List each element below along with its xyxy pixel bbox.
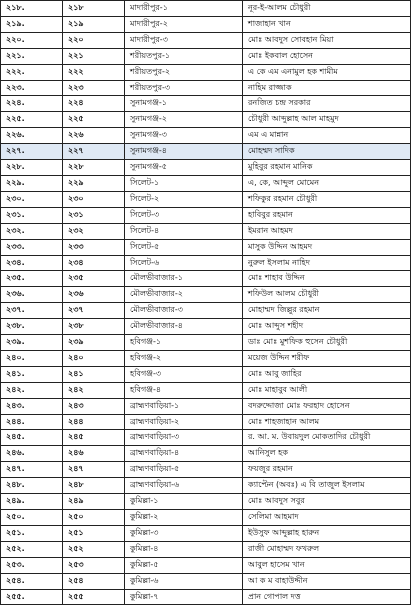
table-row [1, 398, 411, 414]
seat-number-cell: ২৫১ [63, 525, 125, 541]
constituency-cell: শরীয়তপুর-২ [125, 64, 243, 80]
serial-cell: ২৪৬. [1, 446, 63, 462]
table-row [1, 303, 411, 319]
seat-number-cell: ২৩১ [63, 207, 125, 223]
seat-number-cell: ২৪৩ [63, 398, 125, 414]
constituency-cell: মাদারীপুর-২ [125, 16, 243, 32]
constituency-cell: সিলেট-৩ [125, 207, 243, 223]
serial-cell: ২৫৪. [1, 573, 63, 589]
constituency-cell: সুনামগঞ্জ-৩ [125, 128, 243, 144]
serial-cell: ২৩০. [1, 191, 63, 207]
table-row [1, 446, 411, 462]
table-row [1, 1, 411, 17]
seat-number-cell: ২৩৮ [63, 319, 125, 335]
seat-number-cell: ২৪৫ [63, 430, 125, 446]
member-name-cell: ক্যাপ্টেন (অবঃ) এ বি তাজুল ইসলাম [243, 478, 411, 494]
table-row [1, 144, 411, 160]
serial-cell: ২১৮. [1, 1, 63, 17]
constituency-cell: কুমিল্লা-৭ [125, 589, 243, 605]
constituency-cell: হবিগঞ্জ-৩ [125, 366, 243, 382]
serial-cell: ২৪১. [1, 366, 63, 382]
serial-cell: ২২৮. [1, 160, 63, 176]
table-row [1, 16, 411, 32]
serial-cell: ২৩৭. [1, 303, 63, 319]
table-row [1, 287, 411, 303]
table-row [1, 80, 411, 96]
table-row [1, 160, 411, 176]
table-row [1, 207, 411, 223]
serial-cell: ২৪৭. [1, 462, 63, 478]
table-row [1, 255, 411, 271]
seat-number-cell: ২২৫ [63, 112, 125, 128]
member-name-cell: ইমরান আহমদ [243, 223, 411, 239]
table-row [1, 64, 411, 80]
member-name-cell: হাবিবুর রহমান [243, 207, 411, 223]
serial-cell: ২৩২. [1, 223, 63, 239]
constituency-cell: সিলেট-৪ [125, 223, 243, 239]
constituency-cell: সুনামগঞ্জ-১ [125, 96, 243, 112]
serial-cell: ২৪৪. [1, 414, 63, 430]
seat-number-cell: ২৫২ [63, 541, 125, 557]
table-row [1, 350, 411, 366]
member-name-cell: চৌধুরী আব্দুল্লাহ আল মাহমুদ [243, 112, 411, 128]
member-name-cell: শফিউল আলম চৌধুরী [243, 287, 411, 303]
table-row [1, 541, 411, 557]
constituency-cell: মৌলভীবাজার-১ [125, 271, 243, 287]
seat-number-cell: ২৩৫ [63, 271, 125, 287]
member-name-cell: সেলিমা আহমাদ [243, 510, 411, 526]
seat-number-cell: ২২১ [63, 48, 125, 64]
member-name-cell: আনিসুল হক [243, 446, 411, 462]
serial-cell: ২২৬. [1, 128, 63, 144]
constituency-cell: হবিগঞ্জ-৪ [125, 382, 243, 398]
seat-number-cell: ২৪৯ [63, 494, 125, 510]
seat-number-cell: ২২৬ [63, 128, 125, 144]
seat-number-cell: ২২৮ [63, 160, 125, 176]
member-name-cell: মোঃ শাহাব উদ্দিন [243, 271, 411, 287]
serial-cell: ২৩৯. [1, 335, 63, 351]
constituency-cell: কুমিল্লা-৩ [125, 525, 243, 541]
serial-cell: ২২৫. [1, 112, 63, 128]
serial-cell: ২২১. [1, 48, 63, 64]
members-table-body [1, 1, 411, 605]
serial-cell: ২২০. [1, 32, 63, 48]
seat-number-cell: ২৩৪ [63, 255, 125, 271]
seat-number-cell: ২২৯ [63, 175, 125, 191]
table-row [1, 271, 411, 287]
seat-number-cell: ২২৭ [63, 144, 125, 160]
serial-cell: ২২৪. [1, 96, 63, 112]
member-name-cell: মাসুক উদ্দিন আহমদ [243, 239, 411, 255]
serial-cell: ২২৯. [1, 175, 63, 191]
member-name-cell: মোঃ মাহাবুব আলী [243, 382, 411, 398]
serial-cell: ২৩৩. [1, 239, 63, 255]
seat-number-cell: ২৩৯ [63, 335, 125, 351]
table-row [1, 223, 411, 239]
seat-number-cell: ২৩৬ [63, 287, 125, 303]
seat-number-cell: ২২২ [63, 64, 125, 80]
member-name-cell: নূর-ই-আলম চৌধুরী [243, 1, 411, 17]
serial-cell: ২৪২. [1, 382, 63, 398]
table-row [1, 382, 411, 398]
table-row [1, 175, 411, 191]
constituency-cell: মৌলভীবাজার-২ [125, 287, 243, 303]
member-name-cell: প্রান গোপাল দত্ত [243, 589, 411, 605]
seat-number-cell: ২৪৮ [63, 478, 125, 494]
member-name-cell: ময়েজ উদ্দিন শরীফ [243, 350, 411, 366]
serial-cell: ২২৭. [1, 144, 63, 160]
member-name-cell: রাজী মোহাম্মদ ফখরুল [243, 541, 411, 557]
constituency-cell: হবিগঞ্জ-২ [125, 350, 243, 366]
table-row [1, 557, 411, 573]
member-name-cell: এ, কে, আব্দুল মোমেন [243, 175, 411, 191]
constituency-cell: সিলেট-৬ [125, 255, 243, 271]
seat-number-cell: ২৩৭ [63, 303, 125, 319]
member-name-cell: এ কে এম এনামুল হক শামীম [243, 64, 411, 80]
seat-number-cell: ২৪১ [63, 366, 125, 382]
table-row [1, 335, 411, 351]
table-row [1, 589, 411, 605]
serial-cell: ২৩৬. [1, 287, 63, 303]
serial-cell: ২৫২. [1, 541, 63, 557]
serial-cell: ২৫০. [1, 510, 63, 526]
member-name-cell: মুহিবুর রহমান মানিক [243, 160, 411, 176]
serial-cell: ২১৯. [1, 16, 63, 32]
table-row [1, 525, 411, 541]
constituency-cell: ব্রাহ্মণবাড়িয়া-৪ [125, 446, 243, 462]
member-name-cell: মোহাম্মদ জিল্লুর রহমান [243, 303, 411, 319]
table-row [1, 366, 411, 382]
table-row [1, 128, 411, 144]
constituency-cell: সিলেট-৫ [125, 239, 243, 255]
member-name-cell: র. আ. ম. উবায়দুল মোকতাদির চৌধুরী [243, 430, 411, 446]
member-name-cell: ইউসুফ আব্দুল্লাহ হারুন [243, 525, 411, 541]
serial-cell: ২৩৫. [1, 271, 63, 287]
seat-number-cell: ২৩২ [63, 223, 125, 239]
member-name-cell: শফিকুর রহমান চৌধুরী [243, 191, 411, 207]
seat-number-cell: ২১৯ [63, 16, 125, 32]
constituency-cell: কুমিল্লা-৫ [125, 557, 243, 573]
member-name-cell: আ ক ম বাহাউদ্দীন [243, 573, 411, 589]
serial-cell: ২২৩. [1, 80, 63, 96]
table-row [1, 112, 411, 128]
constituency-cell: সিলেট-২ [125, 191, 243, 207]
constituency-cell: মাদারীপুর-৩ [125, 32, 243, 48]
serial-cell: ২২২. [1, 64, 63, 80]
seat-number-cell: ২২৩ [63, 80, 125, 96]
member-name-cell: মোঃ আবু জাহির [243, 366, 411, 382]
constituency-cell: মৌলভীবাজার-৪ [125, 319, 243, 335]
seat-number-cell: ২১৮ [63, 1, 125, 17]
seat-number-cell: ২৩৩ [63, 239, 125, 255]
table-row [1, 462, 411, 478]
constituency-cell: কুমিল্লা-১ [125, 494, 243, 510]
serial-cell: ২৪৯. [1, 494, 63, 510]
seat-number-cell: ২৫৫ [63, 589, 125, 605]
table-row [1, 414, 411, 430]
constituency-cell: হবিগঞ্জ-১ [125, 335, 243, 351]
constituency-cell: সুনামগঞ্জ-৪ [125, 144, 243, 160]
constituency-cell: শরীয়তপুর-১ [125, 48, 243, 64]
member-name-cell: এম এ মান্নান [243, 128, 411, 144]
seat-number-cell: ২৫৩ [63, 557, 125, 573]
member-name-cell: আবুল হাসেম খান [243, 557, 411, 573]
seat-number-cell: ২৪৪ [63, 414, 125, 430]
serial-cell: ২৩৪. [1, 255, 63, 271]
constituency-cell: ব্রাহ্মণবাড়িয়া-৬ [125, 478, 243, 494]
table-row [1, 478, 411, 494]
table-row [1, 319, 411, 335]
constituency-cell: ব্রাহ্মণবাড়িয়া-৩ [125, 430, 243, 446]
constituency-cell: ব্রাহ্মণবাড়িয়া-৫ [125, 462, 243, 478]
constituency-cell: সিলেট-১ [125, 175, 243, 191]
constituency-cell: কুমিল্লা-২ [125, 510, 243, 526]
seat-number-cell: ২৫০ [63, 510, 125, 526]
member-name-cell: নাহিম রাজ্জাক [243, 80, 411, 96]
seat-number-cell: ২৪৬ [63, 446, 125, 462]
member-name-cell: ডাঃ মোঃ মুশফিক হুসেন চৌধুরী [243, 335, 411, 351]
serial-cell: ২৩১. [1, 207, 63, 223]
serial-cell: ২৪৫. [1, 430, 63, 446]
seat-number-cell: ২৩০ [63, 191, 125, 207]
seat-number-cell: ২২০ [63, 32, 125, 48]
seat-number-cell: ২৪০ [63, 350, 125, 366]
table-row [1, 510, 411, 526]
constituency-cell: ব্রাহ্মণবাড়িয়া-১ [125, 398, 243, 414]
table-row [1, 48, 411, 64]
seat-number-cell: ২৪৭ [63, 462, 125, 478]
member-name-cell: মোহম্মদ সাদিক [243, 144, 411, 160]
member-name-cell: ফয়জুর রহমান [243, 462, 411, 478]
member-name-cell: বদরুদ্দোজা মোঃ ফরহাদ হোসেন [243, 398, 411, 414]
constituency-cell: ব্রাহ্মণবাড়িয়া-২ [125, 414, 243, 430]
serial-cell: ২৪৩. [1, 398, 63, 414]
member-name-cell: মোঃ আব্দুস শহীদ [243, 319, 411, 335]
table-row [1, 430, 411, 446]
constituency-cell: সুনামগঞ্জ-২ [125, 112, 243, 128]
constituency-cell: কুমিল্লা-৪ [125, 541, 243, 557]
serial-cell: ২৫৩. [1, 557, 63, 573]
serial-cell: ২৫৫. [1, 589, 63, 605]
serial-cell: ২৪৮. [1, 478, 63, 494]
table-row [1, 239, 411, 255]
constituency-cell: সুনামগঞ্জ-৫ [125, 160, 243, 176]
member-name-cell: মোঃ শাহজাহান আলম [243, 414, 411, 430]
table-row [1, 32, 411, 48]
member-name-cell: মোঃ আবদুস সোবহান মিয়া [243, 32, 411, 48]
table-row [1, 191, 411, 207]
constituency-cell: মৌলভীবাজার-৩ [125, 303, 243, 319]
member-name-cell: মোঃ ইকবাল হোসেন [243, 48, 411, 64]
seat-number-cell: ২২৪ [63, 96, 125, 112]
member-name-cell: মোঃ আবদুস সবুর [243, 494, 411, 510]
constituency-cell: শরীয়তপুর-৩ [125, 80, 243, 96]
member-name-cell: শাজাহান খান [243, 16, 411, 32]
constituency-cell: মাদারীপুর-১ [125, 1, 243, 17]
member-name-cell: রনজিত চন্দ্র সরকার [243, 96, 411, 112]
table-row [1, 494, 411, 510]
serial-cell: ২৩৮. [1, 319, 63, 335]
table-row [1, 573, 411, 589]
constituency-cell: কুমিল্লা-৬ [125, 573, 243, 589]
seat-number-cell: ২৪২ [63, 382, 125, 398]
table-row [1, 96, 411, 112]
serial-cell: ২৪০. [1, 350, 63, 366]
serial-cell: ২৫১. [1, 525, 63, 541]
seat-number-cell: ২৫৪ [63, 573, 125, 589]
member-name-cell: নুরুল ইসলাম নাহিদ [243, 255, 411, 271]
